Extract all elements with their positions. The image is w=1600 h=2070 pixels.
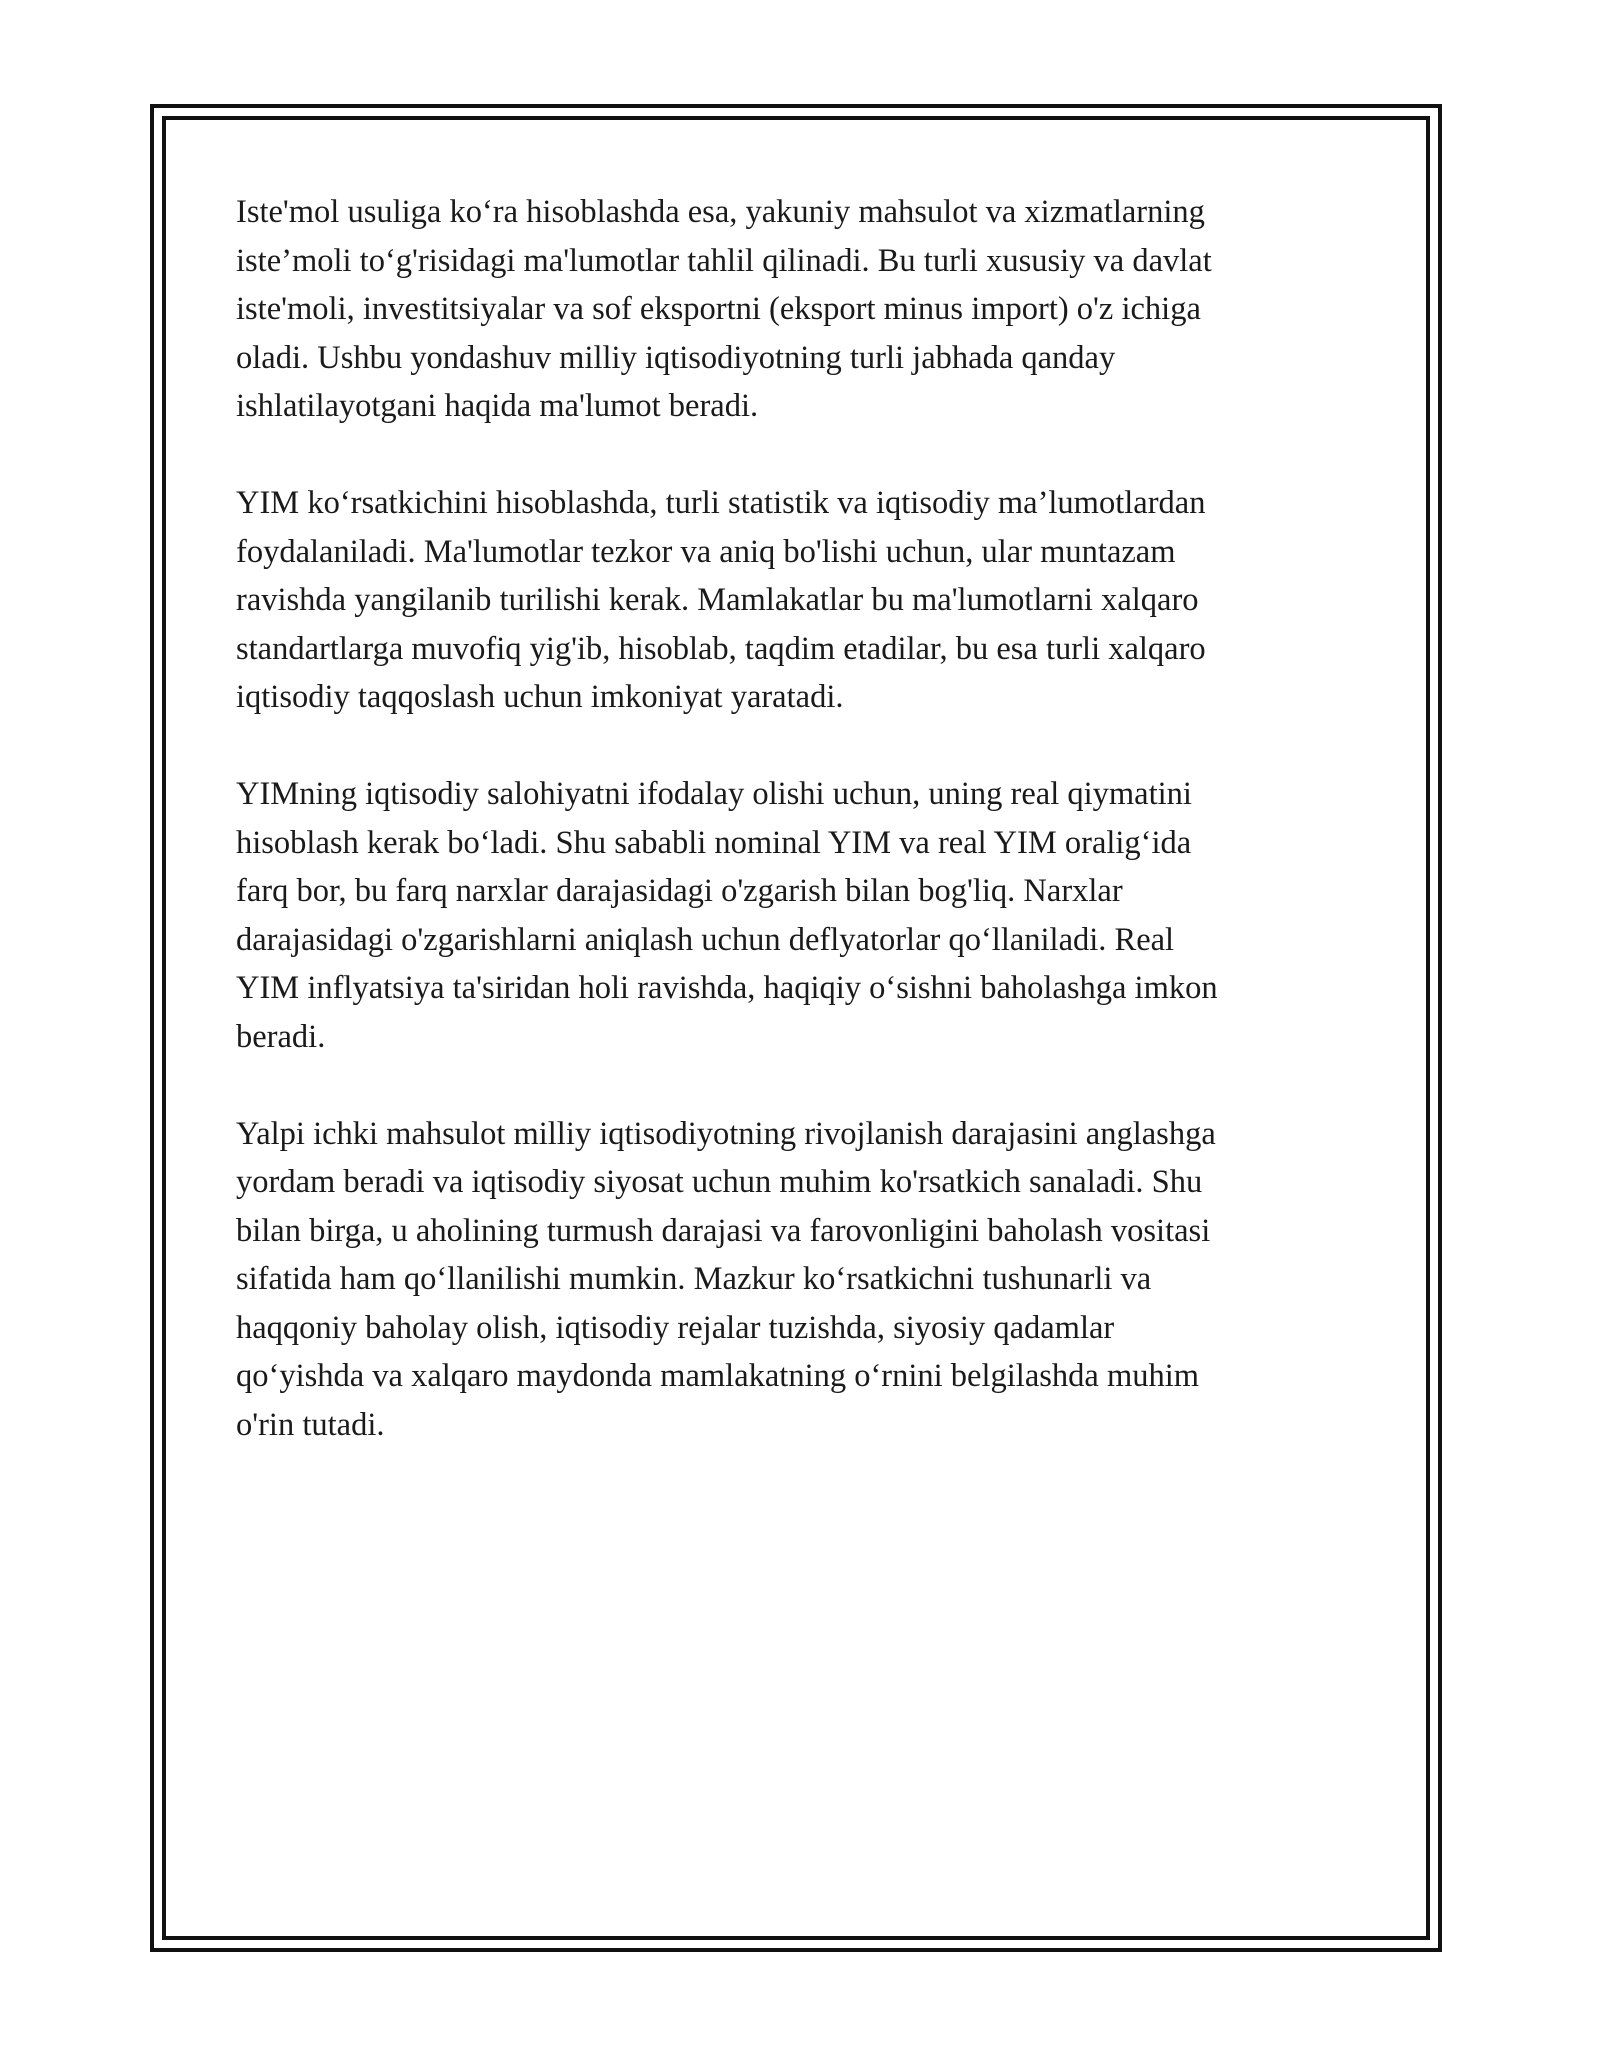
paragraph-real-gdp bbox=[236, 770, 1360, 1061]
text-line: qo‘yishda va xalqaro maydonda mamlakatning o‘rnini belgilashda muhim bbox=[236, 1358, 1200, 1394]
paragraph-consumption-method bbox=[236, 188, 1360, 431]
text-line: YIM ko‘rsatkichini hisoblashda, turli statistik va iqtisodiy ma’lumotlardan bbox=[236, 485, 1206, 521]
text-line: ishlatilayotgani haqida ma'lumot beradi. bbox=[236, 388, 759, 424]
text-line: yordam beradi va iqtisodiy siyosat uchun muhim ko'rsatkich sanaladi. Shu bbox=[236, 1164, 1203, 1200]
text-line: hisoblash kerak bo‘ladi. Shu sababli nominal YIM va real YIM oralig‘ida bbox=[236, 824, 1192, 861]
text-line: Yalpi ichki mahsulot milliy iqtisodiyotning rivojlanish darajasini anglashga bbox=[236, 1115, 1216, 1152]
text-line: iqtisodiy taqqoslash uchun imkoniyat yaratadi. bbox=[236, 679, 844, 715]
text-line: farq bor, bu farq narxlar darajasidagi o'zgarish bilan bog'liq. Narxlar bbox=[236, 873, 1123, 909]
text-line: YIMning iqtisodiy salohiyatni ifodalay olishi uchun, uning real qiymatini bbox=[236, 776, 1192, 812]
text-line: haqqoniy baholay olish, iqtisodiy rejalar tuzishda, siyosiy qadamlar bbox=[236, 1309, 1115, 1346]
text-line: o'rin tutadi. bbox=[236, 1406, 385, 1443]
text-line: Iste'mol usuliga ko‘ra hisoblashda esa, yakuniy mahsulot va xizmatlarning bbox=[236, 194, 1205, 230]
text-line: bilan birga, u aholining turmush darajasi va farovonligini baholash vositasi bbox=[236, 1212, 1211, 1249]
paragraph-gdp-calculation bbox=[236, 479, 1360, 722]
text-line: iste’moli to‘g'risidagi ma'lumotlar tahlil qilinadi. Bu turli xususiy va davlat bbox=[236, 242, 1212, 279]
paragraph-gdp-significance bbox=[236, 1110, 1360, 1450]
text-line: darajasidagi o'zgarishlarni aniqlash uchun deflyatorlar qo‘llaniladi. Real bbox=[236, 921, 1175, 958]
text-line: iste'moli, investitsiyalar va sof eksportni (eksport minus import) o'z ichiga bbox=[236, 291, 1201, 327]
text-line: beradi. bbox=[236, 1018, 326, 1055]
text-line: sifatida ham qo‘llanilishi mumkin. Mazkur ko‘rsatkichni tushunarli va bbox=[236, 1261, 1152, 1297]
text-line: oladi. Ushbu yondashuv milliy iqtisodiyotning turli jabhada qanday bbox=[236, 339, 1116, 376]
text-line: foydalaniladi. Ma'lumotlar tezkor va aniq bo'lishi uchun, ular muntazam bbox=[236, 533, 1176, 570]
text-line: ravishda yangilanib turilishi kerak. Mamlakatlar bu ma'lumotlarni xalqaro bbox=[236, 582, 1199, 618]
text-line: standartlarga muvofiq yig'ib, hisoblab, taqdim etadilar, bu esa turli xalqaro bbox=[236, 630, 1206, 667]
text-line: YIM inflyatsiya ta'siridan holi ravishda, haqiqiy o‘sishni baholashga imkon bbox=[236, 970, 1218, 1006]
document-body bbox=[236, 188, 1360, 1498]
